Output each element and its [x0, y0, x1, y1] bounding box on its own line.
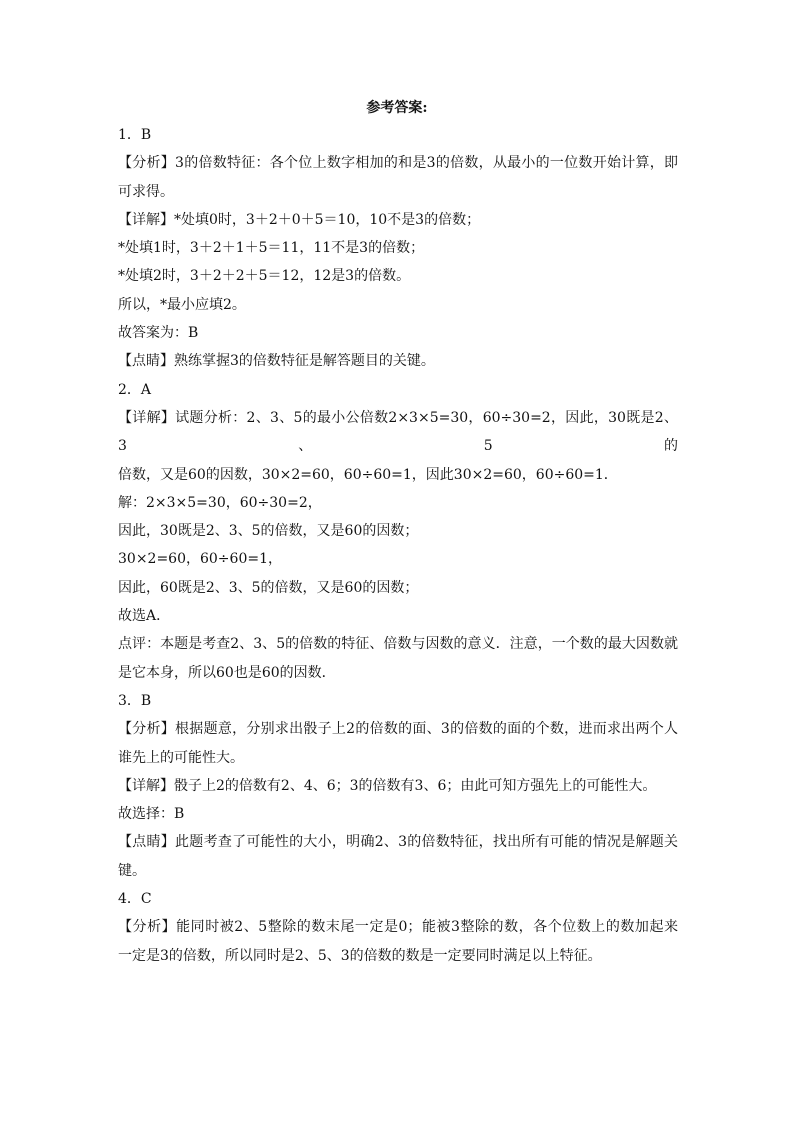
text-line: 谁先上的可能性大。 — [118, 749, 244, 766]
text-line: 点评：本题是考查2、3、5的倍数的特征、倍数与因数的意义．注意，一个数的最大因数就 — [118, 636, 678, 653]
text-line: *处填1时，3＋2＋1＋5＝11，11不是3的倍数； — [118, 240, 425, 257]
text-line: 因此，30既是2、3、5的倍数，又是60的因数； — [118, 523, 419, 540]
text-line: 【点睛】此题考查了可能性的大小，明确2、3的倍数特征，找出所有可能的情况是解题关 — [118, 834, 678, 851]
text-line: 1．B — [118, 127, 152, 143]
text-line: 30×2=60，60÷60=1， — [118, 551, 282, 568]
text-line: 因此，60既是2、3、5的倍数，又是60的因数； — [118, 579, 419, 596]
text-line: 解：2×3×5=30，60÷30=2， — [118, 494, 322, 511]
text-line: 【详解】骰子上2的倍数有2、4、6；3的倍数有3、6；由此可知方强先上的可能性大。 — [118, 777, 657, 794]
text-line: 4．C — [118, 891, 152, 908]
text-line: 【分析】3的倍数特征：各个位上数字相加的和是3的倍数，从最小的一位数开始计算，即 — [118, 155, 678, 172]
text-line: 可求得。 — [118, 183, 174, 200]
text-line: 【详解】*处填0时，3＋2＋0＋5＝10，10不是3的倍数； — [118, 211, 481, 228]
text-line: 一定是3的倍数，所以同时是2、5、3的倍数的数是一定要同时满足以上特征。 — [118, 947, 602, 964]
text-line: 键。 — [118, 862, 146, 879]
text-line: 倍数，又是60的因数，30×2=60，60÷60=1，因此30×2=60，60÷60=1． — [118, 466, 618, 483]
text-line: 【点睛】熟练掌握3的倍数特征是解答题目的关键。 — [118, 353, 435, 370]
text-line: *处填2时，3＋2＋2＋5＝12，12是3的倍数。 — [118, 268, 411, 285]
answer-text — [118, 121, 678, 970]
text-line: 【分析】能同时被2、5整除的数末尾一定是0；能被3整除的数，各个位数上的数加起来 — [118, 919, 678, 936]
text-line: 故选择：B — [118, 806, 185, 823]
text-line: 2．A — [118, 381, 152, 398]
text-line: 是它本身，所以60也是60的因数． — [118, 664, 336, 681]
text-line: 所以，*最小应填2。 — [118, 296, 246, 313]
text-line: 【分析】根据题意，分别求出骰子上2的倍数的面、3的倍数的面的个数，进而求出两个人 — [118, 721, 678, 738]
text-line: 【详解】试题分析：2、3、5的最小公倍数2×3×5=30，60÷30=2，因此，30既是2、3、5的 — [118, 409, 678, 455]
page-title: 参考答案: — [366, 100, 428, 116]
text-line: 3．B — [118, 692, 152, 709]
text-line: 故选A． — [118, 608, 171, 625]
text-line: 故答案为：B — [118, 325, 199, 342]
